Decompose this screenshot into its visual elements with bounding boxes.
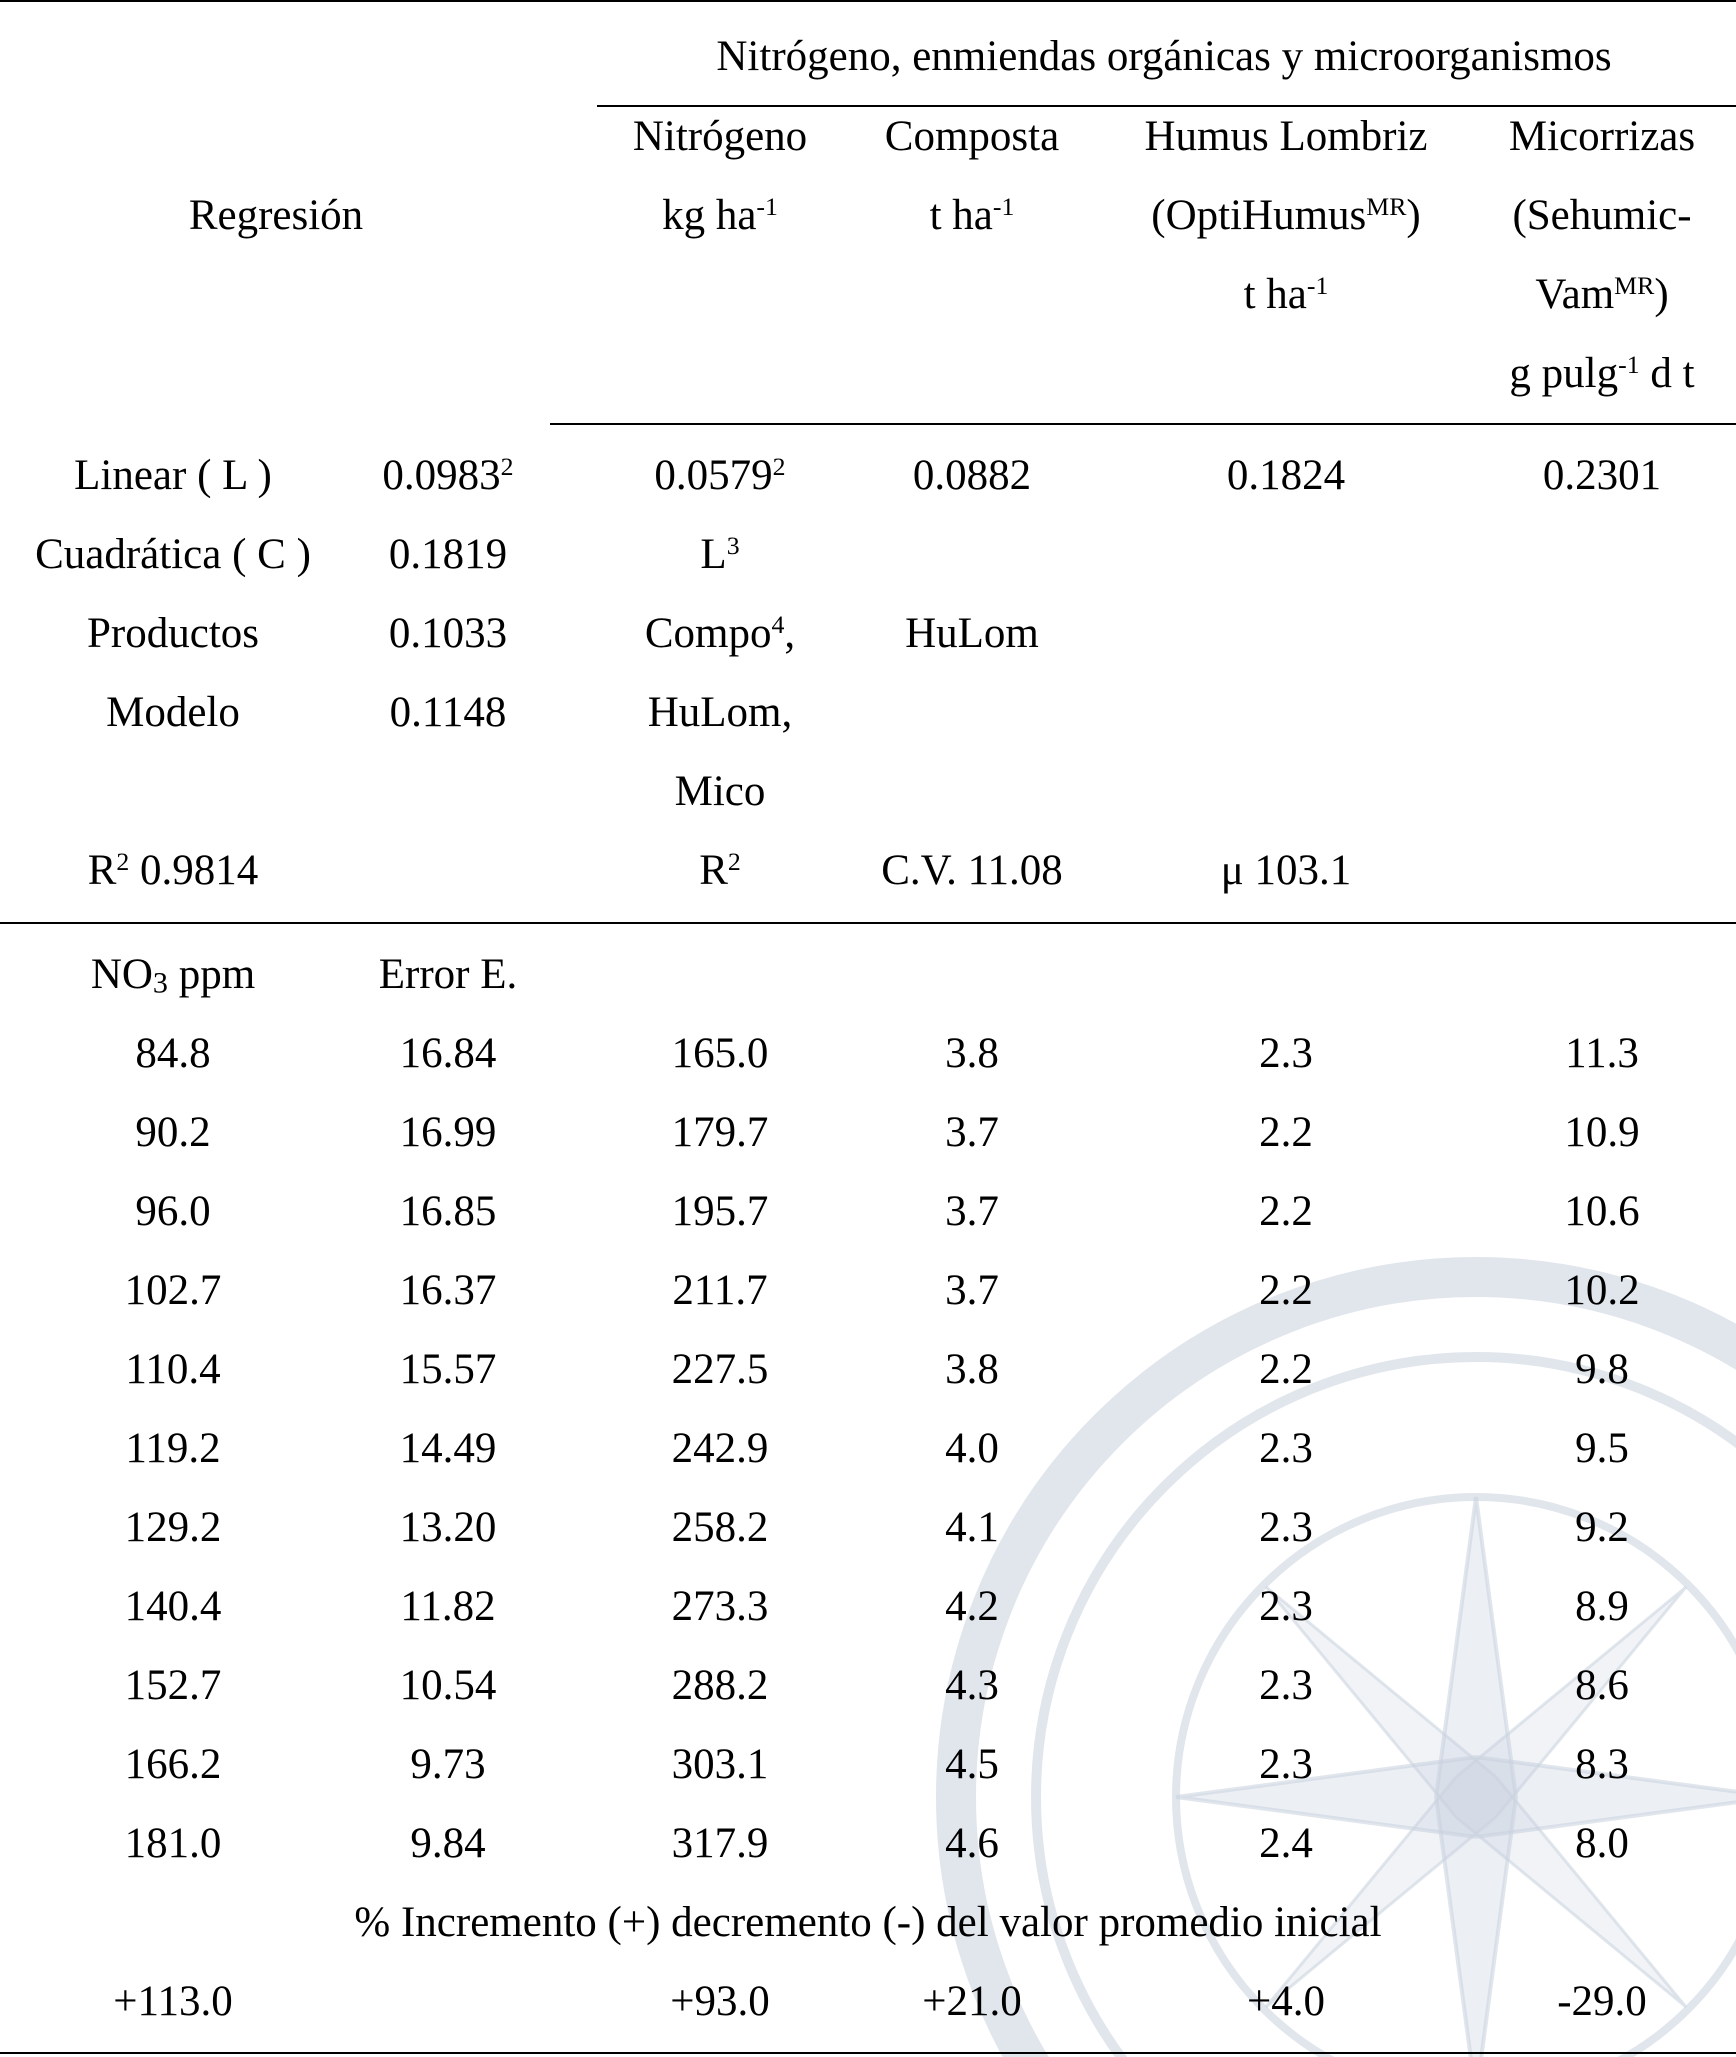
table-cell-humus: 2.3 [1259, 1504, 1313, 1551]
table-cell-composta: 4.5 [945, 1741, 999, 1788]
table-cell-no3: 181.0 [124, 1820, 222, 1867]
table-cell-micorrizas: 9.5 [1575, 1425, 1629, 1472]
table-cell-composta: 3.7 [945, 1188, 999, 1235]
table-cell-micorrizas: 10.2 [1564, 1267, 1640, 1314]
header-micorrizas-unit: g pulg$^{-1}$ d t [1509, 349, 1695, 397]
header-bottom-rule [550, 423, 1736, 425]
composta-linear: 0.0882 [912, 452, 1032, 499]
cuadratica-value: 0.1819 [388, 531, 508, 578]
composta-cv: C.V. 11.08 [881, 847, 1063, 894]
table-cell-error: 14.49 [399, 1425, 497, 1472]
productos-label: Productos [87, 610, 259, 657]
nitrogeno-modelo: HuLom, [647, 689, 793, 736]
table-cell-micorrizas: 9.2 [1575, 1504, 1629, 1551]
table-cell-error: 15.57 [399, 1346, 497, 1393]
table-cell-nitrogeno: 195.7 [671, 1188, 769, 1235]
table-cell-humus: 2.3 [1259, 1583, 1313, 1630]
table-cell-error: 16.85 [399, 1188, 497, 1235]
table-cell-error: 16.37 [399, 1267, 497, 1314]
header-composta-unit: t $ha^{-1}$ [929, 191, 1015, 239]
table-cell-no3: 119.2 [125, 1425, 221, 1472]
modelo-label: Modelo [106, 689, 240, 736]
regression-bottom-rule [0, 922, 1736, 924]
table-cell-nitrogeno: 165.0 [671, 1030, 769, 1077]
cuadratica-label: Cuadrática ( C ) [35, 531, 311, 578]
table-cell-no3: 166.2 [124, 1741, 222, 1788]
no3-header: $NO_3$ ppm [90, 951, 256, 1000]
table-cell-error: 16.84 [399, 1030, 497, 1077]
linear-label: Linear ( L ) [74, 452, 272, 499]
humus-mu: μ 103.1 [1220, 847, 1352, 894]
table-cell-no3: 129.2 [124, 1504, 222, 1551]
table-cell-error: 9.73 [410, 1741, 486, 1788]
table-cell-no3: 84.8 [135, 1030, 211, 1077]
table-cell-no3: 110.4 [125, 1346, 221, 1393]
nitrogeno-linear: 0.0579$^2$ [654, 451, 786, 499]
table-cell-micorrizas: 10.6 [1564, 1188, 1640, 1235]
footer-caption: % Incremento (+) decremento (-) del valor promedio inicial [354, 1899, 1382, 1946]
table-cell-composta: 4.3 [945, 1662, 999, 1709]
table-cell-composta: 3.8 [945, 1030, 999, 1077]
top-rule [0, 0, 1736, 2]
header-humus: Humus Lombriz [1144, 113, 1428, 160]
table-cell-micorrizas: 8.9 [1575, 1583, 1629, 1630]
table-bottom-rule [0, 2052, 1736, 2054]
footer-value-composta: +21.0 [922, 1978, 1022, 2025]
micorrizas-linear: 0.2301 [1542, 452, 1662, 499]
table-cell-humus: 2.2 [1259, 1188, 1313, 1235]
table-cell-nitrogeno: 258.2 [671, 1504, 769, 1551]
table-cell-no3: 140.4 [124, 1583, 222, 1630]
header-humus-brand: (OptiHumus$^{MR}$) [1151, 191, 1421, 239]
group-title: Nitrógeno, enmiendas orgánicas y microorganismos [716, 33, 1612, 80]
table-cell-composta: 3.8 [945, 1346, 999, 1393]
table-cell-no3: 102.7 [124, 1267, 222, 1314]
header-micorrizas-brand: (Sehumic- [1512, 192, 1692, 239]
table-cell-composta: 4.0 [945, 1425, 999, 1472]
linear-value: 0.0983$^2$ [382, 451, 514, 499]
table-cell-micorrizas: 11.3 [1565, 1030, 1639, 1077]
table-cell-nitrogeno: 179.7 [671, 1109, 769, 1156]
table-cell-error: 16.99 [399, 1109, 497, 1156]
table-cell-nitrogeno: 242.9 [671, 1425, 769, 1472]
regresion-label: Regresión [188, 192, 364, 239]
table-cell-micorrizas: 10.9 [1564, 1109, 1640, 1156]
table-cell-micorrizas: 8.0 [1575, 1820, 1629, 1867]
table-cell-humus: 2.3 [1259, 1741, 1313, 1788]
table-cell-no3: 96.0 [135, 1188, 211, 1235]
footer-value-nitrogeno: +93.0 [670, 1978, 770, 2025]
modelo-value: 0.1148 [389, 689, 507, 736]
footer-value-no3: +113.0 [113, 1978, 233, 2025]
table-cell-composta: 3.7 [945, 1267, 999, 1314]
footer-value-micorrizas: -29.0 [1557, 1978, 1647, 2025]
humus-linear: 0.1824 [1226, 452, 1346, 499]
table-cell-humus: 2.2 [1259, 1109, 1313, 1156]
table-cell-no3: 152.7 [124, 1662, 222, 1709]
nitrogeno-cuad: $L^3$ [700, 530, 740, 578]
table-cell-error: 10.54 [399, 1662, 497, 1709]
table-cell-error: 13.20 [399, 1504, 497, 1551]
header-micorrizas: Micorrizas [1508, 113, 1696, 160]
nitrogeno-r2: $R^2$ [699, 846, 741, 894]
footer-value-humus: +4.0 [1246, 1978, 1326, 2025]
error-header: Error E. [378, 951, 518, 998]
table-cell-micorrizas: 8.6 [1575, 1662, 1629, 1709]
table-cell-micorrizas: 8.3 [1575, 1741, 1629, 1788]
table-cell-error: 11.82 [400, 1583, 496, 1630]
nitrogeno-extra: Mico [674, 768, 766, 815]
group-rule [597, 105, 1736, 107]
table-cell-humus: 2.4 [1259, 1820, 1313, 1867]
table-cell-nitrogeno: 303.1 [671, 1741, 769, 1788]
table-cell-humus: 2.3 [1259, 1030, 1313, 1077]
productos-value: 0.1033 [388, 610, 508, 657]
table-cell-humus: 2.3 [1259, 1425, 1313, 1472]
table-cell-micorrizas: 9.8 [1575, 1346, 1629, 1393]
table-cell-composta: 4.6 [945, 1820, 999, 1867]
table-cell-nitrogeno: 273.3 [671, 1583, 769, 1630]
table-cell-humus: 2.3 [1259, 1662, 1313, 1709]
table-cell-humus: 2.2 [1259, 1267, 1313, 1314]
table-cell-composta: 4.1 [945, 1504, 999, 1551]
header-micorrizas-brand2: Vam$^{MR}$) [1535, 270, 1669, 318]
header-humus-unit: t $ha^{-1}$ [1243, 270, 1329, 318]
table-cell-nitrogeno: 317.9 [671, 1820, 769, 1867]
table-cell-no3: 90.2 [135, 1109, 211, 1156]
composta-prod: HuLom [905, 610, 1039, 657]
table-cell-humus: 2.2 [1259, 1346, 1313, 1393]
header-composta: Composta [884, 113, 1060, 160]
table-cell-nitrogeno: 211.7 [672, 1267, 768, 1314]
table-cell-composta: 3.7 [945, 1109, 999, 1156]
header-nitrogeno-unit: kg $ha^{-1}$ [662, 191, 778, 239]
nitrogeno-prod: Compo$^4$, [644, 609, 796, 657]
header-nitrogeno: Nitrógeno [632, 113, 808, 160]
table-cell-composta: 4.2 [945, 1583, 999, 1630]
table-cell-nitrogeno: 288.2 [671, 1662, 769, 1709]
table-cell-nitrogeno: 227.5 [671, 1346, 769, 1393]
table-cell-error: 9.84 [410, 1820, 486, 1867]
r2-value: $R^2$ 0.9814 [87, 846, 259, 894]
